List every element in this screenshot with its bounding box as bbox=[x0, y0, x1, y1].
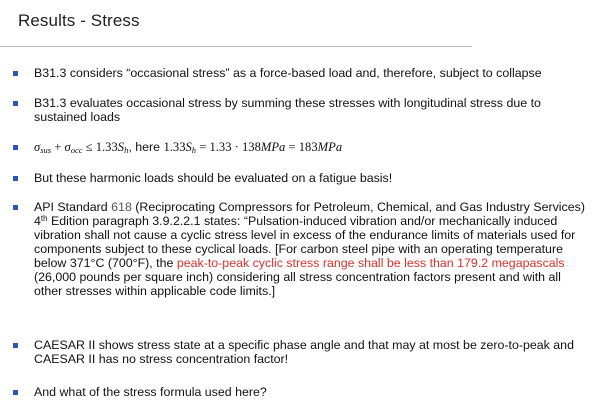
subscript-sus: sus bbox=[40, 145, 52, 155]
plus-sign: + bbox=[51, 140, 65, 154]
bullet-text-7: And what of the stress formula used here? bbox=[34, 385, 267, 399]
subscript-occ: occ bbox=[70, 145, 83, 155]
rhs-subscript-h: h bbox=[191, 145, 197, 155]
rhs-multiplication: = 1.33 · 138 bbox=[196, 140, 261, 154]
bullet-text-1: B31.3 considers “occasional stress” as a force-based load and, therefore, subject to collapse bbox=[34, 66, 542, 80]
bullet-square-icon bbox=[13, 390, 18, 395]
stress-formula bbox=[34, 140, 589, 154]
slide-title: Results - Stress bbox=[18, 11, 140, 30]
rhs-s-symbol: S bbox=[185, 140, 192, 154]
sigma-symbol: σ bbox=[64, 140, 71, 154]
bullet-text-2: B31.3 evaluates occasional stress by summing these stresses with longitudinal stress due to sustained loads bbox=[34, 96, 541, 124]
sigma-symbol: σ bbox=[34, 140, 41, 154]
bullet-square-icon bbox=[13, 176, 18, 181]
bullet-text-4: But these harmonic loads should be evaluated on a fatigue basis! bbox=[34, 171, 393, 185]
rhs-result: = 183 bbox=[285, 140, 318, 154]
api-standard-paragraph: API Standard 618 (Reciprocating Compressors for Petroleum, Chemical, and Gas Industry Services) 4th Edition paragraph 3.9.2.2.1 states: “Pulsation-induced vibration and/or mechanically induced vibration shall not cause a cyclic stress level in excess of the endurance limits of materials used for components subject to these cyclical loads. [For carbon steel pipe with an operating temperature below 371°C (700°F), the peak-to-peak cyclic stress range shall be less than 179.2 megapascals (26,000 pounds per square inch) considering all stress concentration factors present and with all other stresses within applicable code limits.] bbox=[34, 200, 585, 298]
bullet-square-icon bbox=[13, 101, 18, 106]
subscript-h: h bbox=[124, 145, 129, 155]
allowable-stress-symbol: S bbox=[117, 140, 125, 154]
rhs-coefficient: 1.33 bbox=[163, 140, 186, 154]
less-equal-term: ≤ 1.33 bbox=[82, 140, 118, 154]
title-underline bbox=[0, 46, 472, 47]
highlighted-stress-limit: peak-to-peak cyclic stress range shall be less than 179.2 megapascals bbox=[176, 256, 565, 270]
bullet-square-icon bbox=[13, 71, 18, 76]
bullet-square-icon bbox=[13, 343, 18, 348]
unit-mpa: MPa bbox=[317, 140, 343, 154]
bullet-text-6: CAESAR II shows stress state at a specific phase angle and that may at most be zero-to-peak and CAESAR II has no stress concentration factor! bbox=[34, 338, 574, 366]
formula-connector: , here bbox=[128, 140, 164, 154]
bullet-square-icon bbox=[13, 205, 18, 210]
unit-mpa: MPa bbox=[260, 140, 286, 154]
bullet-square-icon bbox=[13, 145, 18, 150]
